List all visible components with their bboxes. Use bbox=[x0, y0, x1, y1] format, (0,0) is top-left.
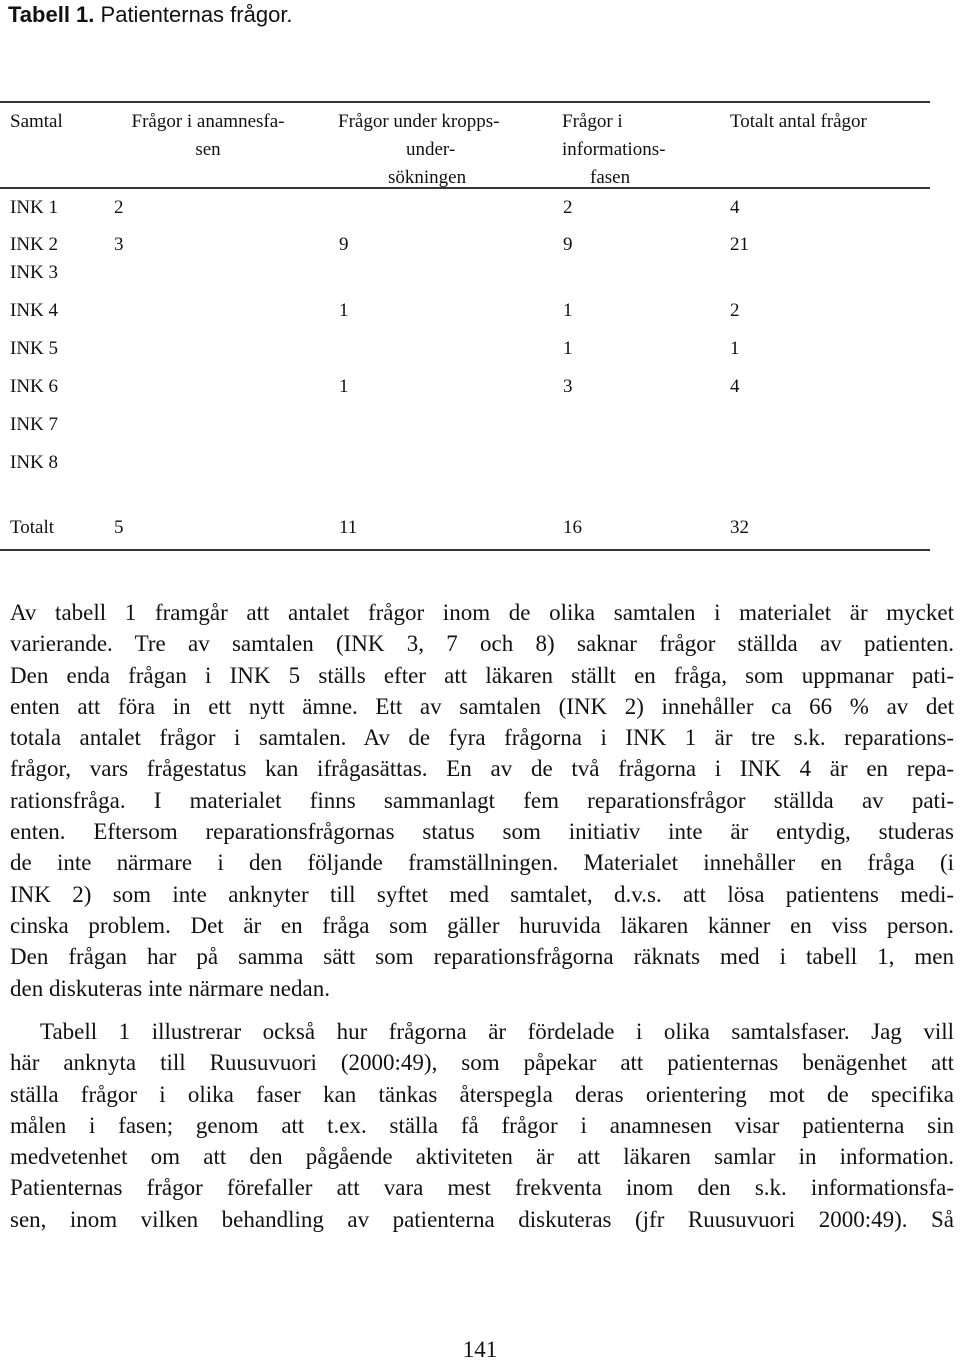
page-number: 141 bbox=[462, 1337, 498, 1362]
table-header bbox=[0, 103, 930, 189]
body-paragraph-2: Tabell 1 illustrerar också hur frågorna är fördelade i olika samtalsfaser. Jag vill här anknyta till Ruusuvuori (2000:49), som påpekar att patienternas benägenhet att ställa frågor i olika faser kan tänkas återspegla deras orientering mot de specifika målen i fasen; genom att t.ex. ställa få frågor i anamnesen visar patienterna sin medvetenhet om att den pågående aktiviteten är att läkaren samlar in information. Patienternas frågor förefaller att vara mest frekventa inom den s.k. informationsfa- sen, inom vilken behandling av patienterna diskuteras (jfr Ruusuvuori 2000:49). Så bbox=[10, 1019, 954, 1232]
header-anamnes: Frågor i anamnesfa- sen bbox=[131, 111, 285, 160]
table-body: INK 1 2 2 4 INK 2 INK 3 3 9 9 21 INK 4 1 1 2 INK 5 1 1 INK 6 1 3 4 INK 7 INK 8 Totalt 5 11 16 32 bbox=[10, 197, 749, 538]
caption-number: Tabell 1. bbox=[8, 2, 95, 27]
header-info: Frågor i informations- fasen bbox=[562, 111, 666, 188]
table-caption bbox=[8, 0, 293, 30]
header-samtal: Samtal bbox=[10, 111, 63, 132]
header-kropp: Frågor under kropps- under- sökningen bbox=[338, 111, 500, 188]
caption-text: Patienternas frågor. bbox=[100, 2, 293, 27]
questions-table bbox=[0, 101, 930, 551]
body-paragraph-1: Av tabell 1 framgår att antalet frågor inom de olika samtalen i materialet är mycket varierande. Tre av samtalen (INK 3, 7 och 8) saknar frågor ställda av patienten. Den enda frågan i INK 5 ställs efter att läkaren ställt en fråga, som uppmanar pati- enten att föra in ett nytt ämne. Ett av samtalen (INK 2) innehåller ca 66 % av det totala antalet frågor i samtalen. Av de fyra frågorna i INK 1 är tre s.k. reparations- frågor, vars frågestatus kan ifrågasättas. En av de två frågorna i INK 4 är en repa- rationsfråga. I materialet finns sammanlagt fem reparationsfrågor ställda av pati- enten. Eftersom reparationsfrågornas status som initiativ inte är entydig, studeras de inte närmare i den följande framställningen. Materialet innehåller en fråga (i INK 2) som inte anknyter till syftet med samtalet, d.v.s. att lösa patientens medi- cinska problem. Det är en fråga som gäller huruvida läkaren känner en viss person. Den frågan har på samma sätt som reparationsfrågorna räknats med i tabell 1, men den diskuteras inte närmare nedan. bbox=[10, 600, 954, 1001]
header-totalt: Totalt antal frågor bbox=[730, 111, 867, 132]
